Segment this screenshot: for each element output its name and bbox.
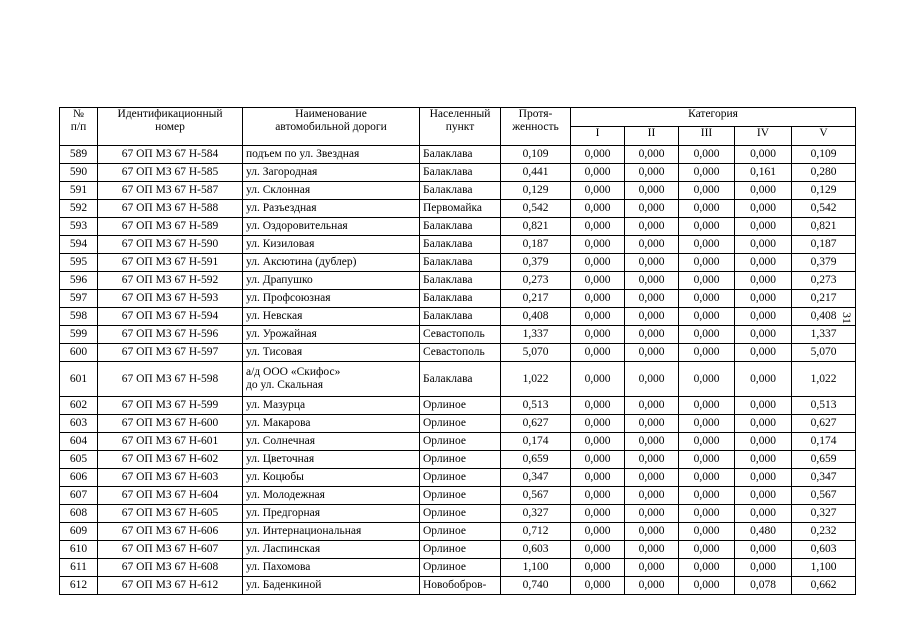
row-cat-5: 1,100 [792, 559, 856, 577]
row-town: Орлиное [420, 559, 501, 577]
row-length: 0,627 [501, 415, 571, 433]
row-length: 0,513 [501, 397, 571, 415]
row-road-name: ул. Загородная [243, 164, 420, 182]
row-cat-4: 0,000 [735, 397, 792, 415]
table-row [60, 559, 856, 577]
row-cat-2: 0,000 [625, 577, 679, 595]
row-length: 0,603 [501, 541, 571, 559]
row-cat-1: 0,000 [571, 254, 625, 272]
table-row [60, 344, 856, 362]
row-length: 0,273 [501, 272, 571, 290]
row-id: 67 ОП МЗ 67 Н-598 [98, 362, 243, 397]
row-cat-3: 0,000 [679, 236, 735, 254]
row-cat-4: 0,000 [735, 469, 792, 487]
table-header [60, 108, 856, 146]
row-cat-3: 0,000 [679, 362, 735, 397]
row-cat-2: 0,000 [625, 200, 679, 218]
row-town: Балаклава [420, 290, 501, 308]
row-road-name: ул. Ласпинская [243, 541, 420, 559]
header-length: Протя- женность [501, 108, 571, 146]
row-id: 67 ОП МЗ 67 Н-600 [98, 415, 243, 433]
row-road-name: ул. Аксютина (дублер) [243, 254, 420, 272]
row-num: 593 [60, 218, 98, 236]
row-num: 600 [60, 344, 98, 362]
row-cat-3: 0,000 [679, 218, 735, 236]
row-cat-4: 0,000 [735, 200, 792, 218]
table-row [60, 469, 856, 487]
row-length: 0,740 [501, 577, 571, 595]
row-cat-4: 0,000 [735, 541, 792, 559]
row-id: 67 ОП МЗ 67 Н-597 [98, 344, 243, 362]
row-num: 590 [60, 164, 98, 182]
row-cat-4: 0,000 [735, 487, 792, 505]
table-body [60, 146, 856, 595]
row-cat-4: 0,000 [735, 505, 792, 523]
row-cat-2: 0,000 [625, 415, 679, 433]
row-road-name: ул. Солнечная [243, 433, 420, 451]
row-cat-1: 0,000 [571, 290, 625, 308]
row-cat-2: 0,000 [625, 469, 679, 487]
row-town: Балаклава [420, 236, 501, 254]
header-town: Населенный пункт [420, 108, 501, 146]
row-cat-5: 1,022 [792, 362, 856, 397]
header-name: Наименование автомобильной дороги [243, 108, 420, 146]
row-id: 67 ОП МЗ 67 Н-591 [98, 254, 243, 272]
row-id: 67 ОП МЗ 67 Н-592 [98, 272, 243, 290]
row-cat-3: 0,000 [679, 200, 735, 218]
row-id: 67 ОП МЗ 67 Н-599 [98, 397, 243, 415]
row-town: Балаклава [420, 308, 501, 326]
row-cat-1: 0,000 [571, 344, 625, 362]
row-id: 67 ОП МЗ 67 Н-587 [98, 182, 243, 200]
row-cat-3: 0,000 [679, 326, 735, 344]
row-cat-3: 0,000 [679, 164, 735, 182]
row-length: 1,337 [501, 326, 571, 344]
row-cat-1: 0,000 [571, 218, 625, 236]
row-cat-3: 0,000 [679, 344, 735, 362]
header-cat-4: IV [735, 127, 792, 146]
row-cat-5: 0,327 [792, 505, 856, 523]
row-cat-5: 0,408 [792, 308, 856, 326]
row-length: 0,217 [501, 290, 571, 308]
row-num: 604 [60, 433, 98, 451]
row-town: Балаклава [420, 362, 501, 397]
table-row [60, 200, 856, 218]
row-cat-4: 0,000 [735, 559, 792, 577]
row-town: Балаклава [420, 254, 501, 272]
row-cat-1: 0,000 [571, 236, 625, 254]
row-cat-1: 0,000 [571, 487, 625, 505]
row-cat-2: 0,000 [625, 218, 679, 236]
table-row [60, 254, 856, 272]
row-length: 0,379 [501, 254, 571, 272]
row-cat-2: 0,000 [625, 397, 679, 415]
row-road-name: ул. Склонная [243, 182, 420, 200]
row-cat-3: 0,000 [679, 505, 735, 523]
row-cat-4: 0,000 [735, 290, 792, 308]
row-id: 67 ОП МЗ 67 Н-606 [98, 523, 243, 541]
row-id: 67 ОП МЗ 67 Н-601 [98, 433, 243, 451]
row-cat-5: 0,659 [792, 451, 856, 469]
row-cat-5: 0,129 [792, 182, 856, 200]
table-row [60, 451, 856, 469]
row-num: 594 [60, 236, 98, 254]
header-cat-2: II [625, 127, 679, 146]
table-row [60, 218, 856, 236]
row-cat-2: 0,000 [625, 523, 679, 541]
row-cat-5: 0,379 [792, 254, 856, 272]
row-cat-4: 0,000 [735, 451, 792, 469]
row-length: 0,174 [501, 433, 571, 451]
table-row [60, 577, 856, 595]
row-road-name: ул. Разъездная [243, 200, 420, 218]
row-cat-2: 0,000 [625, 487, 679, 505]
row-num: 589 [60, 146, 98, 164]
row-num: 611 [60, 559, 98, 577]
row-town: Новобобров- [420, 577, 501, 595]
table-row [60, 505, 856, 523]
row-cat-1: 0,000 [571, 362, 625, 397]
table-row [60, 164, 856, 182]
row-town: Балаклава [420, 218, 501, 236]
row-town: Орлиное [420, 397, 501, 415]
table-row [60, 487, 856, 505]
row-town: Севастополь [420, 326, 501, 344]
row-cat-4: 0,000 [735, 326, 792, 344]
row-cat-1: 0,000 [571, 146, 625, 164]
row-cat-3: 0,000 [679, 559, 735, 577]
row-cat-2: 0,000 [625, 272, 679, 290]
row-cat-2: 0,000 [625, 236, 679, 254]
row-road-name: ул. Драпушко [243, 272, 420, 290]
row-cat-1: 0,000 [571, 451, 625, 469]
row-num: 605 [60, 451, 98, 469]
row-cat-1: 0,000 [571, 505, 625, 523]
row-cat-5: 0,567 [792, 487, 856, 505]
row-num: 601 [60, 362, 98, 397]
row-cat-1: 0,000 [571, 164, 625, 182]
row-cat-2: 0,000 [625, 344, 679, 362]
row-cat-2: 0,000 [625, 308, 679, 326]
row-id: 67 ОП МЗ 67 Н-589 [98, 218, 243, 236]
row-id: 67 ОП МЗ 67 Н-602 [98, 451, 243, 469]
row-cat-4: 0,000 [735, 236, 792, 254]
row-cat-5: 0,174 [792, 433, 856, 451]
row-num: 607 [60, 487, 98, 505]
row-cat-4: 0,000 [735, 308, 792, 326]
row-cat-2: 0,000 [625, 451, 679, 469]
row-road-name: ул. Пахомова [243, 559, 420, 577]
row-road-name: ул. Невская [243, 308, 420, 326]
row-cat-5: 0,662 [792, 577, 856, 595]
row-town: Первомайка [420, 200, 501, 218]
row-town: Орлиное [420, 469, 501, 487]
page-number: 31 [840, 312, 854, 324]
row-town: Балаклава [420, 272, 501, 290]
row-town: Орлиное [420, 433, 501, 451]
row-cat-3: 0,000 [679, 541, 735, 559]
row-cat-4: 0,000 [735, 415, 792, 433]
row-road-name: а/д ООО «Скифос» до ул. Скальная [243, 362, 420, 397]
row-length: 0,109 [501, 146, 571, 164]
row-cat-5: 0,821 [792, 218, 856, 236]
row-length: 0,821 [501, 218, 571, 236]
row-num: 592 [60, 200, 98, 218]
row-cat-3: 0,000 [679, 577, 735, 595]
table-row [60, 523, 856, 541]
row-cat-5: 0,603 [792, 541, 856, 559]
row-town: Балаклава [420, 164, 501, 182]
row-road-name: ул. Коцюбы [243, 469, 420, 487]
row-length: 1,022 [501, 362, 571, 397]
row-cat-1: 0,000 [571, 415, 625, 433]
row-cat-4: 0,000 [735, 218, 792, 236]
row-cat-5: 0,217 [792, 290, 856, 308]
row-num: 602 [60, 397, 98, 415]
row-id: 67 ОП МЗ 67 Н-596 [98, 326, 243, 344]
row-cat-3: 0,000 [679, 523, 735, 541]
row-road-name: ул. Баденкиной [243, 577, 420, 595]
row-town: Орлиное [420, 487, 501, 505]
row-road-name: ул. Кизиловая [243, 236, 420, 254]
row-cat-1: 0,000 [571, 397, 625, 415]
row-length: 0,542 [501, 200, 571, 218]
row-id: 67 ОП МЗ 67 Н-605 [98, 505, 243, 523]
row-cat-3: 0,000 [679, 451, 735, 469]
row-road-name: ул. Тисовая [243, 344, 420, 362]
row-length: 5,070 [501, 344, 571, 362]
row-length: 0,659 [501, 451, 571, 469]
row-cat-4: 0,000 [735, 254, 792, 272]
row-cat-4: 0,000 [735, 272, 792, 290]
row-cat-5: 0,347 [792, 469, 856, 487]
row-cat-5: 5,070 [792, 344, 856, 362]
row-num: 597 [60, 290, 98, 308]
row-town: Орлиное [420, 505, 501, 523]
header-id: Идентификационный номер [98, 108, 243, 146]
row-num: 596 [60, 272, 98, 290]
row-cat-2: 0,000 [625, 541, 679, 559]
row-road-name: ул. Предгорная [243, 505, 420, 523]
row-length: 0,327 [501, 505, 571, 523]
row-length: 0,129 [501, 182, 571, 200]
row-road-name: ул. Молодежная [243, 487, 420, 505]
row-cat-1: 0,000 [571, 469, 625, 487]
row-num: 608 [60, 505, 98, 523]
row-cat-4: 0,000 [735, 344, 792, 362]
row-road-name: ул. Урожайная [243, 326, 420, 344]
row-road-name: ул. Цветочная [243, 451, 420, 469]
row-cat-4: 0,078 [735, 577, 792, 595]
row-cat-4: 0,000 [735, 146, 792, 164]
row-cat-5: 0,542 [792, 200, 856, 218]
row-cat-5: 0,273 [792, 272, 856, 290]
table-row [60, 541, 856, 559]
row-cat-3: 0,000 [679, 290, 735, 308]
row-cat-4: 0,161 [735, 164, 792, 182]
row-cat-2: 0,000 [625, 182, 679, 200]
table-row [60, 362, 856, 397]
row-cat-5: 0,627 [792, 415, 856, 433]
row-id: 67 ОП МЗ 67 Н-593 [98, 290, 243, 308]
row-road-name: ул. Мазурца [243, 397, 420, 415]
row-cat-1: 0,000 [571, 541, 625, 559]
row-cat-1: 0,000 [571, 308, 625, 326]
row-cat-2: 0,000 [625, 290, 679, 308]
row-id: 67 ОП МЗ 67 Н-585 [98, 164, 243, 182]
row-id: 67 ОП МЗ 67 Н-588 [98, 200, 243, 218]
row-cat-2: 0,000 [625, 164, 679, 182]
row-num: 603 [60, 415, 98, 433]
row-id: 67 ОП МЗ 67 Н-607 [98, 541, 243, 559]
table-row [60, 272, 856, 290]
row-cat-3: 0,000 [679, 397, 735, 415]
row-town: Балаклава [420, 146, 501, 164]
row-length: 0,408 [501, 308, 571, 326]
row-town: Орлиное [420, 451, 501, 469]
table-row [60, 236, 856, 254]
table-row [60, 326, 856, 344]
row-cat-3: 0,000 [679, 433, 735, 451]
table-row [60, 146, 856, 164]
row-cat-4: 0,000 [735, 433, 792, 451]
row-cat-1: 0,000 [571, 272, 625, 290]
row-length: 0,441 [501, 164, 571, 182]
row-num: 606 [60, 469, 98, 487]
table-row [60, 397, 856, 415]
row-cat-2: 0,000 [625, 146, 679, 164]
row-cat-5: 0,187 [792, 236, 856, 254]
row-cat-3: 0,000 [679, 487, 735, 505]
row-town: Орлиное [420, 541, 501, 559]
row-id: 67 ОП МЗ 67 Н-604 [98, 487, 243, 505]
row-cat-5: 0,513 [792, 397, 856, 415]
row-town: Балаклава [420, 182, 501, 200]
table-row [60, 182, 856, 200]
table-row [60, 290, 856, 308]
row-num: 591 [60, 182, 98, 200]
row-id: 67 ОП МЗ 67 Н-603 [98, 469, 243, 487]
row-length: 0,187 [501, 236, 571, 254]
row-cat-3: 0,000 [679, 415, 735, 433]
row-cat-3: 0,000 [679, 272, 735, 290]
roads-table [59, 107, 856, 595]
row-num: 609 [60, 523, 98, 541]
row-length: 0,567 [501, 487, 571, 505]
row-length: 0,347 [501, 469, 571, 487]
row-id: 67 ОП МЗ 67 Н-608 [98, 559, 243, 577]
row-cat-5: 0,280 [792, 164, 856, 182]
row-cat-4: 0,480 [735, 523, 792, 541]
row-cat-3: 0,000 [679, 308, 735, 326]
row-cat-1: 0,000 [571, 182, 625, 200]
row-cat-1: 0,000 [571, 200, 625, 218]
row-cat-3: 0,000 [679, 146, 735, 164]
table-row [60, 308, 856, 326]
row-town: Севастополь [420, 344, 501, 362]
row-road-name: ул. Макарова [243, 415, 420, 433]
row-cat-2: 0,000 [625, 505, 679, 523]
header-cat-1: I [571, 127, 625, 146]
header-cat-5: V [792, 127, 856, 146]
row-length: 0,712 [501, 523, 571, 541]
row-num: 599 [60, 326, 98, 344]
row-id: 67 ОП МЗ 67 Н-612 [98, 577, 243, 595]
row-cat-4: 0,000 [735, 182, 792, 200]
row-cat-5: 0,232 [792, 523, 856, 541]
row-cat-3: 0,000 [679, 469, 735, 487]
row-town: Орлиное [420, 415, 501, 433]
row-cat-5: 0,109 [792, 146, 856, 164]
row-cat-1: 0,000 [571, 559, 625, 577]
row-road-name: ул. Оздоровительная [243, 218, 420, 236]
row-num: 598 [60, 308, 98, 326]
row-cat-4: 0,000 [735, 362, 792, 397]
row-road-name: ул. Профсоюзная [243, 290, 420, 308]
row-cat-3: 0,000 [679, 182, 735, 200]
row-cat-1: 0,000 [571, 523, 625, 541]
header-category: Категория [571, 108, 856, 127]
row-cat-1: 0,000 [571, 433, 625, 451]
row-town: Орлиное [420, 523, 501, 541]
row-cat-2: 0,000 [625, 326, 679, 344]
row-cat-2: 0,000 [625, 362, 679, 397]
header-num: № п/п [60, 108, 98, 146]
row-cat-1: 0,000 [571, 326, 625, 344]
row-num: 595 [60, 254, 98, 272]
row-id: 67 ОП МЗ 67 Н-584 [98, 146, 243, 164]
table-row [60, 433, 856, 451]
row-cat-2: 0,000 [625, 433, 679, 451]
row-num: 612 [60, 577, 98, 595]
row-id: 67 ОП МЗ 67 Н-594 [98, 308, 243, 326]
row-num: 610 [60, 541, 98, 559]
row-cat-2: 0,000 [625, 559, 679, 577]
row-cat-5: 1,337 [792, 326, 856, 344]
table-row [60, 415, 856, 433]
row-id: 67 ОП МЗ 67 Н-590 [98, 236, 243, 254]
row-cat-2: 0,000 [625, 254, 679, 272]
row-road-name: подъем по ул. Звездная [243, 146, 420, 164]
row-cat-1: 0,000 [571, 577, 625, 595]
row-road-name: ул. Интернациональная [243, 523, 420, 541]
row-cat-3: 0,000 [679, 254, 735, 272]
row-length: 1,100 [501, 559, 571, 577]
header-cat-3: III [679, 127, 735, 146]
